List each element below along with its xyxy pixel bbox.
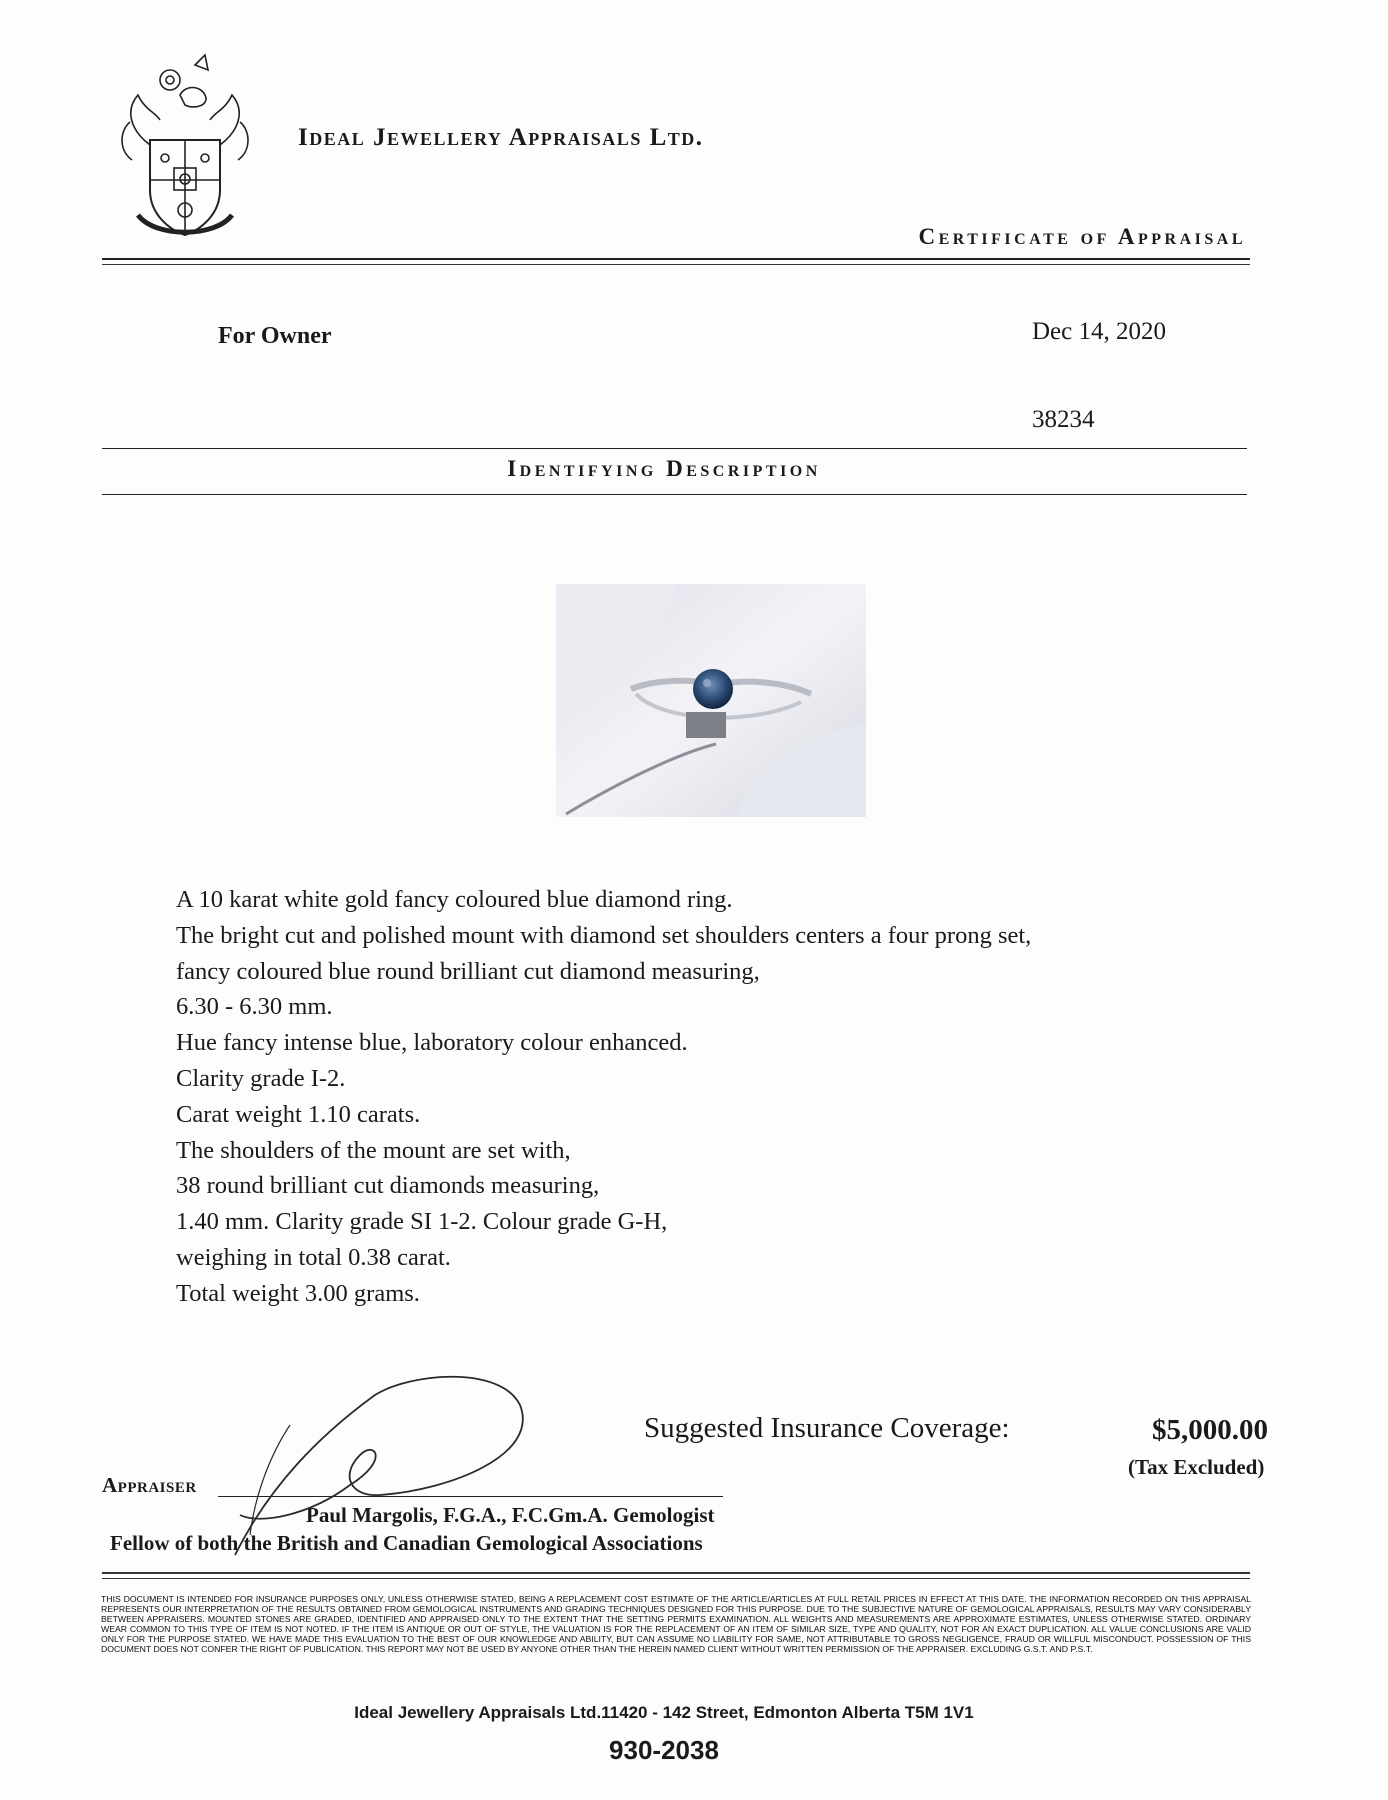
footer-phone: 930-2038 [609,1735,719,1765]
section-title: Identifying Description [507,456,821,481]
disclaimer-text: THIS DOCUMENT IS INTENDED FOR INSURANCE PURPOSES ONLY, UNLESS OTHERWISE STATED, BEING A REPLACEMENT COST ESTIMATE OF THE ARTICLE/ARTICLES AT FULL RETAIL PRICES IN EFFECT AT THIS DATE. THE INFORMATION RECORDED ON THIS APPRAISAL REPRESENTS OUR INTERPRETATION OF THE RESULTS OBTAINED FROM GEMOLOGICAL INSTRUMENTS AND GRADING TECHNIQUES DESIGNED FOR THIS PURPOSE. DUE TO THE SUBJECTIVE NATURE OF GEMOLOGICAL APPRAISALS, RESULTS MAY VARY CONSIDERABLY BETWEEN APPRAISERS. MOUNTED STONES ARE GRADED, IDENTIFIED AND APPRAISED ONLY TO THE EXTENT THAT THE SETTING PERMITS EXAMINATION. ALL WEIGHTS AND MEASUREMENTS ARE APPROXIMATE ESTIMATES, UNLESS OTHERWISE STATED. ORDINARY WEAR COMMON TO THIS TYPE OF ITEM IS NOT NOTED. IF THE ITEM IS ANTIQUE OR OUT OF STYLE, THE VALUATION IS FOR THE REPLACEMENT OF AN ITEM OF SIMILAR SIZE, TYPE AND QUALITY, NOT FOR AN EXACT DUPLICATION. ALL VALUE CONCLUSIONS ARE VALID ONLY FOR THE PURPOSE STATED. WE HAVE MADE THIS EVALUATION TO THE BEST OF OUR KNOWLEDGE AND ABILITY, BUT CAN ASSUME NO LIABILITY FOR SAME, NOT ATTRIBUTABLE TO GROSS NEGLIGENCE, FRAUD OR WILLFUL MISCONDUCT. POSSESSION OF THIS DOCUMENT DOES NOT CONFER THE RIGHT OF PUBLICATION. THIS REPORT MAY NOT BE USED BY ANYONE OTHER THAN THE HEREIN NAMED CLIENT WITHOUT WRITTEN PERMISSION OF THE APPRAISER. EXCLUDING G.S.T. AND P.S.T. [101,1594,1251,1654]
certificate-title: Certificate of Appraisal [918,224,1246,249]
appraiser-name: Paul Margolis, F.G.A., F.C.Gm.A. Gemologist [306,1503,715,1527]
tax-note: (Tax Excluded) [1128,1455,1265,1479]
header-rule-top [102,258,1250,260]
description-line: Hue fancy intense blue, laboratory colour enhanced. [176,1029,688,1057]
section-rule-top [102,448,1247,449]
description-line: 6.30 - 6.30 mm. [176,993,333,1021]
description-line: Carat weight 1.10 carats. [176,1100,421,1128]
header-rule-bottom [102,264,1250,265]
description-line: Total weight 3.00 grams. [176,1279,420,1307]
description-line: Clarity grade I-2. [176,1064,346,1092]
item-description [176,882,1031,1312]
coverage-value: $5,000.00 [1152,1414,1268,1446]
signature-line [218,1496,723,1497]
footer-address: Ideal Jewellery Appraisals Ltd.11420 - 142 Street, Edmonton Alberta T5M 1V1 [354,1703,974,1722]
appraiser-label: Appraiser [102,1473,197,1497]
description-line: weighing in total 0.38 carat. [176,1243,451,1271]
disclaimer-rule-bottom [102,1578,1250,1579]
disclaimer-rule-top [102,1572,1250,1574]
description-line: 38 round brilliant cut diamonds measuring, [176,1172,600,1200]
ring-photo-icon [556,584,866,817]
appraiser-fellowship: Fellow of both the British and Canadian Gemological Associations [110,1531,703,1555]
owner-label: For Owner [218,323,332,349]
description-line: 1.40 mm. Clarity grade SI 1-2. Colour grade G-H, [176,1208,668,1236]
appraisal-number: 38234 [1032,406,1095,433]
appraisal-date: Dec 14, 2020 [1032,318,1166,345]
description-line: The bright cut and polished mount with diamond set shoulders centers a four prong set, [176,921,1032,949]
coverage-label: Suggested Insurance Coverage: [644,1412,1010,1444]
company-name: Ideal Jewellery Appraisals Ltd. [298,124,704,151]
crest-icon [110,50,260,245]
description-line: The shoulders of the mount are set with, [176,1136,571,1164]
description-line: A 10 karat white gold fancy coloured blue diamond ring. [176,886,733,913]
section-rule-bottom [102,494,1247,495]
description-line: fancy coloured blue round brilliant cut diamond measuring, [176,957,760,985]
